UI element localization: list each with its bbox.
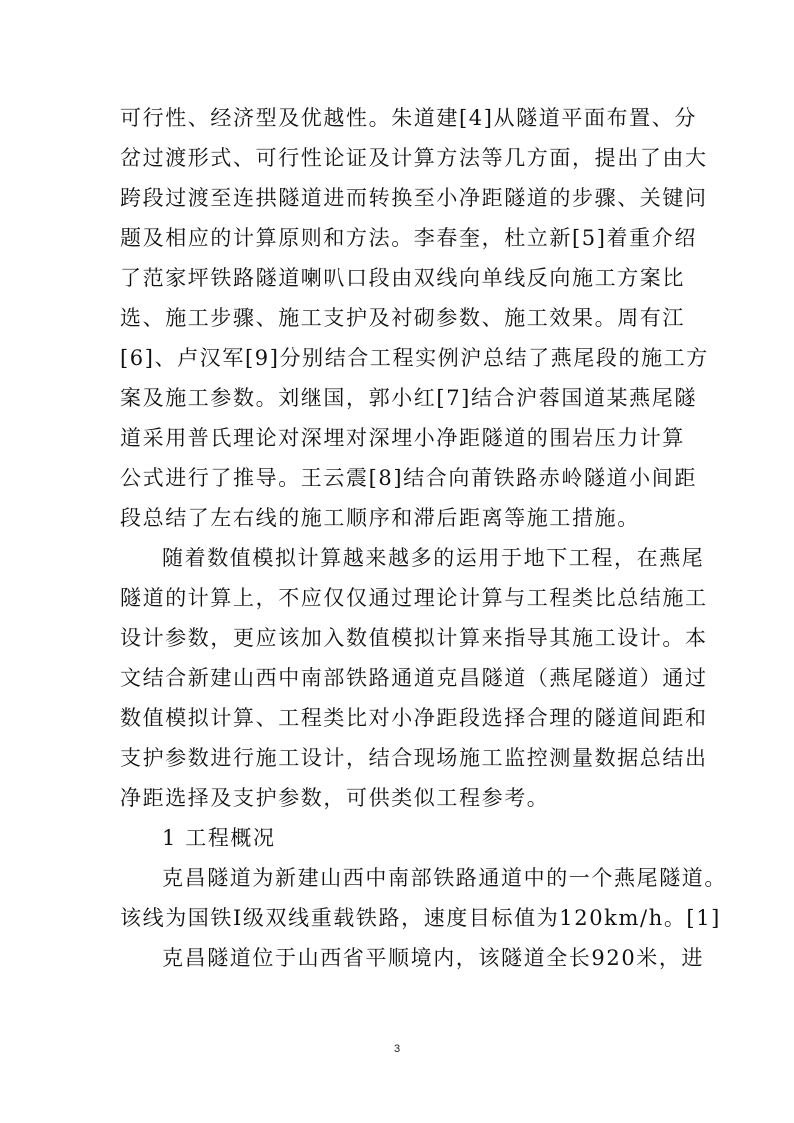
paragraph-start-line: 克昌隧道为新建山西中南部铁路通道中的一个燕尾隧道。 [162, 866, 727, 890]
text-line: 可行性、经济型及优越性。朱道建[4]从隧道平面布置、分 [120, 106, 697, 130]
text-line: 公式进行了推导。王云震[8]结合向莆铁路赤岭隧道小间距 [120, 466, 697, 490]
text-line: 该线为国铁Ⅰ级双线重载铁路，速度目标值为120km/h。[1] [120, 906, 721, 930]
text-line: 设计参数，更应该加入数值模拟计算来指导其施工设计。本 [120, 626, 708, 650]
text-line: 岔过渡形式、可行性论证及计算方法等几方面，提出了由大 [120, 146, 708, 170]
text-line: 案及施工参数。刘继国，郭小红[7]结合沪蓉国道某燕尾隧 [120, 386, 697, 410]
page-number: 3 [393, 1043, 401, 1055]
text-line: 选、施工步骤、施工支护及衬砌参数、施工效果。周有江 [120, 306, 685, 330]
text-line: 净距选择及支护参数，可供类似工程参考。 [120, 786, 550, 810]
text-line: [6]、卢汉军[9]分别结合工程实例沪总结了燕尾段的施工方 [120, 346, 709, 370]
text-line: 段总结了左右线的施工顺序和滞后距离等施工措施。 [120, 506, 640, 530]
text-line: 跨段过渡至连拱隧道进而转换至小净距隧道的步骤、关键问 [120, 186, 708, 210]
text-line: 了范家坪铁路隧道喇叭口段由双线向单线反向施工方案比 [120, 266, 685, 290]
text-line: 道采用普氏理论对深埋对深埋小净距隧道的围岩压力计算 [120, 426, 685, 450]
text-line: 支护参数进行施工设计，结合现场施工监控测量数据总结出 [120, 746, 708, 770]
text-line: 题及相应的计算原则和方法。李春奎，杜立新[5]着重介绍 [120, 226, 697, 250]
paragraph-start-line: 随着数值模拟计算越来越多的运用于地下工程，在燕尾 [162, 546, 705, 570]
text-line: 隧道的计算上，不应仅仅通过理论计算与工程类比总结施工 [120, 586, 708, 610]
section-heading: 1 工程概况 [162, 826, 276, 850]
text-line: 数值模拟计算、工程类比对小净距段选择合理的隧道间距和 [120, 706, 708, 730]
text-line: 文结合新建山西中南部铁路通道克昌隧道（燕尾隧道）通过 [120, 666, 708, 690]
paragraph-start-line: 克昌隧道位于山西省平顺境内，该隧道全长920米，进 [162, 946, 705, 970]
